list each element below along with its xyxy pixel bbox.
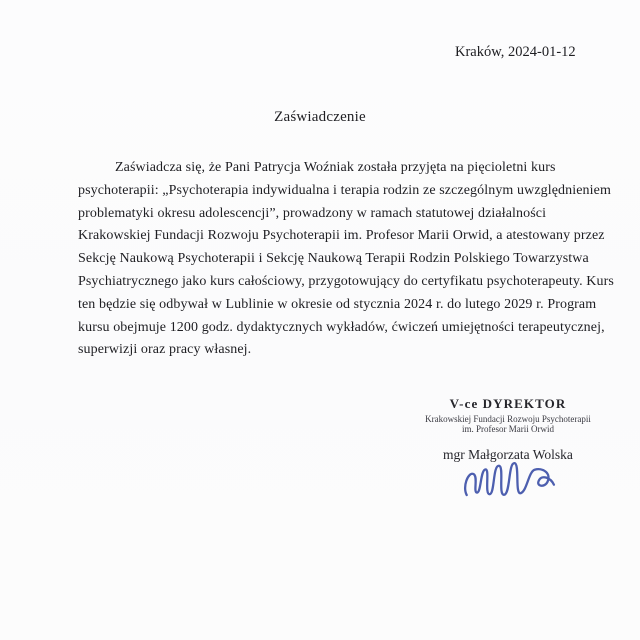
body-line-2: psychoterapii: „Psychoterapia indywidualna i terapia rodzin ze szczególnym uwzględnieniem (78, 182, 611, 198)
signature-stroke (464, 462, 554, 496)
signer-role: V-ce DYREKTOR (449, 396, 567, 411)
signature-block (408, 396, 608, 463)
body-line-8: kursu obejmuje 1200 godz. dydaktycznych wykładów, ćwiczeń umiejętności terapeutycznej, (78, 319, 605, 335)
body-paragraph (78, 157, 614, 362)
body-line-3: problematyki okresu adolescencji”, prowadzony w ramach statutowej działalności (78, 205, 547, 221)
document-title: Zaświadczenie (274, 109, 366, 125)
signer-name: mgr Małgorzata Wolska (443, 447, 573, 462)
signer-org-line1: Krakowskiej Fundacji Rozwoju Psychoterapii (425, 414, 591, 424)
handwritten-signature (459, 454, 561, 507)
body-line-7: ten będzie się odbywał w Lublinie w okresie od stycznia 2024 r. do lutego 2029 r. Program (78, 296, 597, 312)
body-line-4: Krakowskiej Fundacji Rozwoju Psychoterapii im. Profesor Marii Orwid, a atestowany przez (78, 228, 605, 244)
signer-org-line2: im. Profesor Marii Orwid (462, 424, 554, 434)
body-line-5: Sekcję Naukową Psychoterapii i Sekcję Naukową Terapii Rodzin Polskiego Towarzystwa (78, 251, 589, 267)
body-line-6: Psychiatrycznego jako kurs całościowy, przygotowujący do certyfikatu psychoterapeuty. Kurs (78, 273, 614, 289)
body-line-1: Zaświadcza się, że Pani Patrycja Woźniak została przyjęta na pięcioletni kurs (115, 160, 556, 175)
date-line: Kraków, 2024-01-12 (455, 44, 576, 60)
body-line-9: superwizji oraz pracy własnej. (78, 342, 252, 358)
